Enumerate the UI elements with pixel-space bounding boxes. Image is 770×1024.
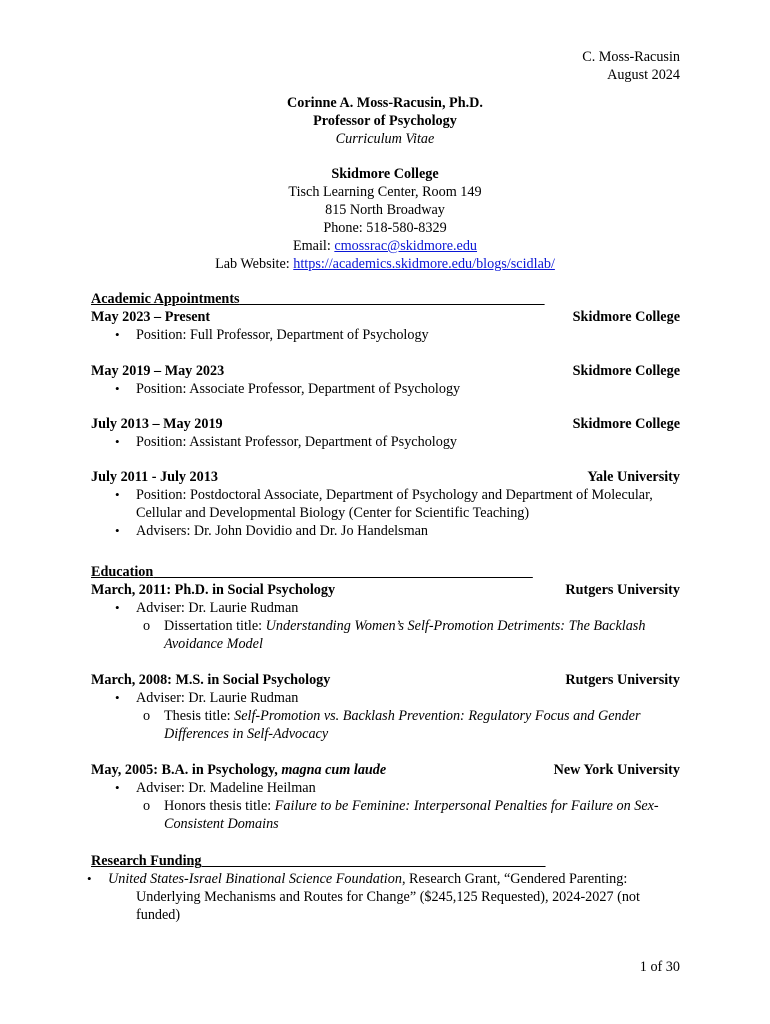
appointment-dates: May 2019 – May 2023 (91, 363, 225, 379)
adviser: • Adviser: Dr. Laurie Rudman (91, 599, 680, 617)
contact-phone: Phone: 518-580-8329 (323, 220, 447, 236)
education-row (91, 761, 680, 779)
appointment-bullet: • Position: Associate Professor, Department of Psychology (91, 380, 680, 398)
degree: May, 2005: B.A. in Psychology, magna cum laude (91, 762, 387, 778)
education-row (91, 581, 680, 599)
contact-website-line (0, 255, 770, 273)
section-appointments (91, 290, 680, 540)
thesis (91, 617, 680, 653)
section-heading: Research Funding (91, 853, 202, 869)
section-heading: Education (91, 564, 154, 580)
degree: March, 2008: M.S. in Social Psychology (91, 672, 331, 688)
cv-position: Professor of Psychology (313, 113, 457, 129)
appointment-dates: May 2023 – Present (91, 309, 211, 325)
section-education (91, 563, 680, 833)
funder: United States-Israel Binational Science Foundation (108, 871, 402, 887)
appointment-row (91, 468, 680, 486)
page-number: 1 of 30 (639, 959, 680, 975)
appointment-row (91, 308, 680, 326)
appointment-dates: July 2013 – May 2019 (91, 416, 223, 432)
degree-place: Rutgers University (565, 582, 680, 598)
funding-details: , Research Grant, “Gendered Parenting: Underlying Mechanisms and Routes for Change” ($245,125 Requested), 2024-2027 (not funded) (136, 871, 640, 923)
appointment-place: Skidmore College (572, 363, 680, 379)
section-heading: Academic Appointments (91, 291, 240, 307)
adviser: • Adviser: Dr. Laurie Rudman (91, 689, 680, 707)
degree-honor: magna cum laude (281, 762, 387, 778)
education-row (91, 671, 680, 689)
contact-email-line (0, 237, 770, 255)
appointment-bullet: • Position: Assistant Professor, Department of Psychology (91, 433, 680, 451)
header-date: August 2024 (607, 67, 680, 83)
degree-place: Rutgers University (565, 672, 680, 688)
thesis (91, 797, 680, 833)
thesis-title: Self-Promotion vs. Backlash Prevention: Regulatory Focus and Gender Differences in Self-Advocacy (164, 708, 641, 742)
cv-name: Corinne A. Moss-Racusin, Ph.D. (287, 95, 483, 111)
degree-place: New York University (553, 762, 680, 778)
cv-doc-type: Curriculum Vitae (335, 131, 435, 147)
running-header (582, 48, 680, 84)
thesis-title: Failure to be Feminine: Interpersonal Penalties for Failure on Sex-Consistent Domains (164, 798, 659, 832)
contact-street: 815 North Broadway (325, 202, 445, 218)
appointment-row (91, 415, 680, 433)
email-link[interactable]: cmossrac@skidmore.edu (334, 238, 478, 254)
thesis-label: Honors thesis title: (164, 798, 272, 814)
appointment-bullet: • Position: Postdoctoral Associate, Department of Psychology and Department of Molecular, Cellular and Developmental Biology (Center for Scientific Teaching) (91, 486, 680, 522)
appointment-place: Skidmore College (572, 309, 680, 325)
appointment-place: Yale University (587, 469, 680, 485)
adviser: • Adviser: Dr. Madeline Heilman (91, 779, 680, 797)
header-author: C. Moss-Racusin (582, 49, 680, 65)
section-funding (91, 852, 680, 924)
appointment-row (91, 362, 680, 380)
title-block (0, 94, 770, 148)
thesis-title: Understanding Women’s Self-Promotion Detriments: The Backlash Avoidance Model (164, 618, 646, 652)
contact-block (0, 165, 770, 273)
thesis-label: Dissertation title: (164, 618, 263, 634)
appointment-bullet: • Position: Full Professor, Department of Psychology (91, 326, 680, 344)
email-label: Email: (292, 238, 331, 254)
contact-institution: Skidmore College (331, 166, 439, 182)
degree: March, 2011: Ph.D. in Social Psychology (91, 582, 336, 598)
website-label: Lab Website: (215, 256, 290, 272)
website-link[interactable]: https://academics.skidmore.edu/blogs/scidlab/ (293, 256, 555, 272)
appointment-place: Skidmore College (572, 416, 680, 432)
appointment-dates: July 2011 - July 2013 (91, 469, 218, 485)
contact-building: Tisch Learning Center, Room 149 (288, 184, 482, 200)
funding-item (91, 870, 680, 924)
appointment-bullet: • Advisers: Dr. John Dovidio and Dr. Jo Handelsman (91, 522, 680, 540)
thesis-label: Thesis title: (164, 708, 231, 724)
thesis (91, 707, 680, 743)
